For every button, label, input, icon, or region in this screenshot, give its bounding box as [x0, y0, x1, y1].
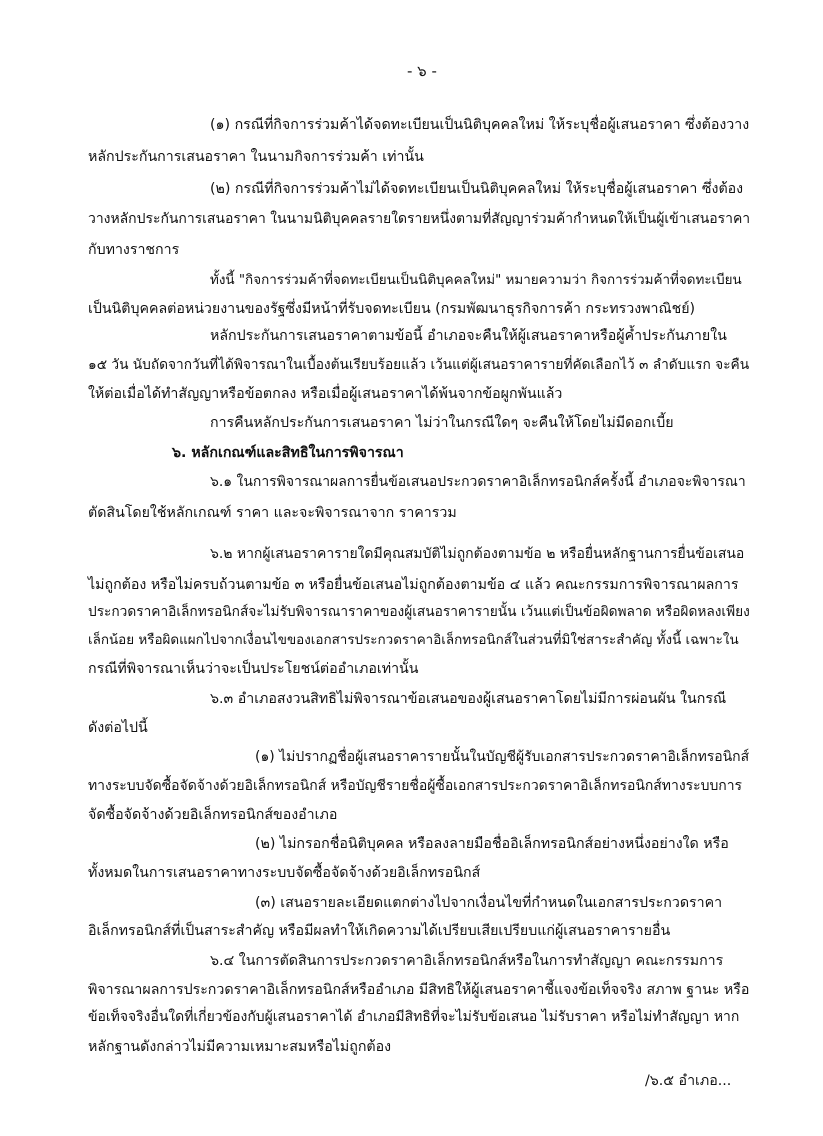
text-line: หลักประกันการเสนอราคาตามข้อนี้ อำเภอจะคืนให้ผู้เสนอราคาหรือผู้ค้ำประกันภายใน [210, 328, 727, 344]
text-line: ๖.๔ ในการตัดสินการประกวดราคาอิเล็กทรอนิกส์หรือในการทำสัญญา คณะกรรมการ [210, 953, 724, 969]
text-line: วางหลักประกันการเสนอราคา ในนามนิติบุคคลรายใดรายหนึ่งตามที่สัญญาร่วมค้ากำหนดให้เป็นผู้เข้าเสนอราคา [88, 211, 751, 227]
text-line: เล็กน้อย หรือผิดแผกไปจากเงื่อนไขของเอกสารประกวดราคาอิเล็กทรอนิกส์ในส่วนที่มิใช่สาระสำคัญ ทั้งนี้ เฉพาะใน [88, 633, 739, 648]
text-line: ดังต่อไปนี้ [88, 720, 148, 736]
text-line: ๑๕ วัน นับถัดจากวันที่ได้พิจารณาในเบื้องต้นเรียบร้อยแล้ว เว้นแต่ผู้เสนอราคารายที่คัดเลือกไว้ ๓ ลำดับแรก จะคืน [88, 357, 750, 373]
text-line: ตัดสินโดยใช้หลักเกณฑ์ ราคา และจะพิจารณาจาก ราคารวม [88, 505, 457, 521]
text-line: ประกวดราคาอิเล็กทรอนิกส์จะไม่รับพิจารณาราคาของผู้เสนอราคารายนั้น เว้นแต่เป็นข้อผิดพลาด หรือผิดหลงเพียง [88, 604, 750, 620]
text-line: อิเล็กทรอนิกส์ที่เป็นสาระสำคัญ หรือมีผลทำให้เกิดความได้เปรียบเสียเปรียบแก่ผู้เสนอราคารายอื่น [88, 923, 671, 939]
text-line: พิจารณาผลการประกวดราคาอิเล็กทรอนิกส์หรืออำเภอ มีสิทธิให้ผู้เสนอราคาชี้แจงข้อเท็จจริง สภาพ ฐานะ หรือ [88, 982, 750, 998]
text-line: ๖.๑ ในการพิจารณาผลการยื่นข้อเสนอประกวดราคาอิเล็กทรอนิกส์ครั้งนี้ อำเภอจะพิจารณา [210, 474, 746, 490]
text-line: จัดซื้อจัดจ้างด้วยอิเล็กทรอนิกส์ของอำเภอ [88, 807, 338, 823]
text-line: ให้ต่อเมื่อได้ทำสัญญาหรือข้อตกลง หรือเมื่อผู้เสนอราคาได้พ้นจากข้อผูกพันแล้ว [88, 386, 563, 402]
text-line: (๒) กรณีที่กิจการร่วมค้าไม่ได้จดทะเบียนเป็นนิติบุคคลใหม่ ให้ระบุชื่อผู้เสนอราคา ซึ่งต้อง [210, 181, 744, 197]
text-line: กับทางราชการ [88, 242, 180, 258]
text-line: ๖.๓ อำเภอสงวนสิทธิไม่พิจารณาข้อเสนอของผู้เสนอราคาโดยไม่มีการผ่อนผัน ในกรณี [210, 691, 727, 707]
text-line: ทั้งหมดในการเสนอราคาทางระบบจัดซื้อจัดจ้างด้วยอิเล็กทรอนิกส์ [88, 865, 481, 881]
text-line: ทั้งนี้ "กิจการร่วมค้าที่จดทะเบียนเป็นนิติบุคคลใหม่" หมายความว่า กิจการร่วมค้าที่จดทะเบียน [210, 273, 742, 288]
text-line: ไม่ถูกต้อง หรือไม่ครบถ้วนตามข้อ ๓ หรือยื่นข้อเสนอไม่ถูกต้องตามข้อ ๔ แล้ว คณะกรรมการพิจารณาผลการ [88, 577, 739, 593]
text-line: (๒) ไม่กรอกชื่อนิติบุคคล หรือลงลายมือชื่ออิเล็กทรอนิกส์อย่างหนึ่งอย่างใด หรือ [255, 836, 729, 852]
text-line: ๖.๒ หากผู้เสนอราคารายใดมีคุณสมบัติไม่ถูกต้องตามข้อ ๒ หรือยื่นหลักฐานการยื่นข้อเสนอ [210, 546, 745, 562]
page-number: - ๖ - [407, 62, 437, 80]
text-line: การคืนหลักประกันการเสนอราคา ไม่ว่าในกรณีใดๆ จะคืนให้โดยไม่มีดอกเบี้ย [210, 415, 674, 431]
text-line: หลักประกันการเสนอราคา ในนามกิจการร่วมค้า เท่านั้น [88, 149, 424, 165]
text-line: (๑) ไม่ปรากฏชื่อผู้เสนอราคารายนั้นในบัญชีผู้รับเอกสารประกวดราคาอิเล็กทรอนิกส์ [255, 749, 750, 765]
continuation-note: /๖.๕ อำเภอ... [645, 1073, 732, 1089]
text-line: ข้อเท็จจริงอื่นใดที่เกี่ยวข้องกับผู้เสนอราคาได้ อำเภอมีสิทธิที่จะไม่รับข้อเสนอ ไม่รับราคา หรือไม่ทำสัญญา หาก [88, 1009, 740, 1025]
section-heading: ๖. หลักเกณฑ์และสิทธิในการพิจารณา [172, 445, 404, 461]
text-line: กรณีที่พิจารณาเห็นว่าจะเป็นประโยชน์ต่ออำเภอเท่านั้น [88, 661, 419, 677]
text-line: หลักฐานดังกล่าวไม่มีความเหมาะสมหรือไม่ถูกต้อง [88, 1039, 392, 1055]
text-line: ทางระบบจัดซื้อจัดจ้างด้วยอิเล็กทรอนิกส์ หรือบัญชีรายชื่อผู้ซื้อเอกสารประกวดราคาอิเล็กทรอนิกส์ทางระบบการ [88, 778, 743, 794]
text-line: (๓) เสนอรายละเอียดแตกต่างไปจากเงื่อนไขที่กำหนดในเอกสารประกวดราคา [255, 895, 723, 911]
text-line: (๑) กรณีที่กิจการร่วมค้าได้จดทะเบียนเป็นนิติบุคคลใหม่ ให้ระบุชื่อผู้เสนอราคา ซึ่งต้องวาง [210, 117, 750, 133]
document-heading [0, 19, 1, 20]
text-line: เป็นนิติบุคคลต่อหน่วยงานของรัฐซึ่งมีหน้าที่รับจดทะเบียน (กรมพัฒนาธุรกิจการค้า กระทรวงพาณิชย์) [88, 301, 696, 317]
